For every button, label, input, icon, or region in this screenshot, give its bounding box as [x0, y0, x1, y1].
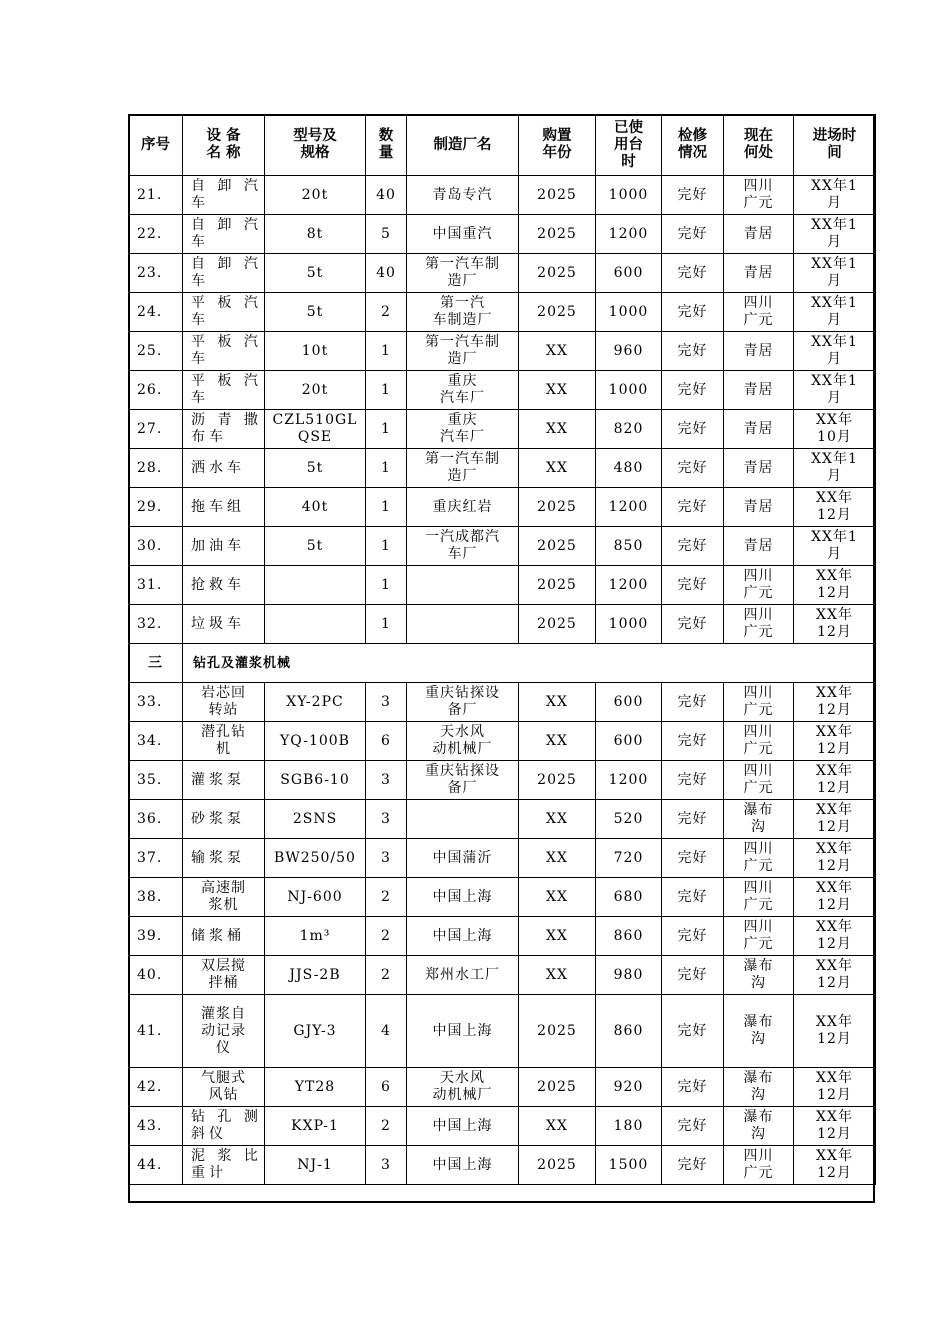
cell-maker: 天水风 动机械厂 — [407, 722, 519, 761]
cell-qty: 2 — [366, 293, 407, 332]
cell-no: 21. — [129, 176, 183, 215]
cell-name: 平 板 汽 车 — [183, 371, 265, 410]
cell-location: 青居 — [724, 332, 794, 371]
table-row — [129, 410, 876, 449]
cell-condition: 完好 — [662, 722, 724, 761]
header-name: 设 备 名 称 — [183, 115, 265, 176]
cell-location: 四川 广元 — [724, 839, 794, 878]
table-row — [129, 917, 876, 956]
cell-name: 自 卸 汽 车 — [183, 254, 265, 293]
table-row — [129, 1068, 876, 1107]
cell-maker: 重庆钻探设 备厂 — [407, 761, 519, 800]
cell-qty: 2 — [366, 878, 407, 917]
cell-name: 钻 孔 测 斜仪 — [183, 1107, 265, 1146]
cell-hours: 850 — [596, 527, 662, 566]
cell-qty: 6 — [366, 1068, 407, 1107]
cell-name: 垃圾车 — [183, 605, 265, 644]
cell-maker: 一汽成都汽 车厂 — [407, 527, 519, 566]
cell-hours: 860 — [596, 995, 662, 1068]
cell-no: 29. — [129, 488, 183, 527]
cell-date: XX年 12月 — [794, 1107, 876, 1146]
cell-name: 气腿式 风钻 — [183, 1068, 265, 1107]
cell-maker: 中国上海 — [407, 1146, 519, 1185]
cell-location: 瀑布 沟 — [724, 1068, 794, 1107]
header-maker: 制造厂名 — [407, 115, 519, 176]
cell-year: 2025 — [519, 566, 596, 605]
cell-condition: 完好 — [662, 995, 724, 1068]
cell-condition: 完好 — [662, 176, 724, 215]
cell-hours: 1200 — [596, 488, 662, 527]
cell-year: 2025 — [519, 995, 596, 1068]
cell-year: XX — [519, 683, 596, 722]
cell-name: 泥 浆 比 重计 — [183, 1146, 265, 1185]
cell-qty: 2 — [366, 1107, 407, 1146]
cell-date: XX年1 月 — [794, 215, 876, 254]
cell-name: 岩芯回 转站 — [183, 683, 265, 722]
cell-no: 32. — [129, 605, 183, 644]
cell-date: XX年 12月 — [794, 956, 876, 995]
cell-condition: 完好 — [662, 761, 724, 800]
table-row — [129, 527, 876, 566]
cell-no: 35. — [129, 761, 183, 800]
cell-maker: 中国重汽 — [407, 215, 519, 254]
cell-year: XX — [519, 956, 596, 995]
cell-condition: 完好 — [662, 800, 724, 839]
cell-maker: 中国蒲沂 — [407, 839, 519, 878]
cell-no: 37. — [129, 839, 183, 878]
cell-date: XX年 12月 — [794, 1146, 876, 1185]
cell-maker: 重庆钻探设 备厂 — [407, 683, 519, 722]
cell-date: XX年 10月 — [794, 410, 876, 449]
cell-qty: 3 — [366, 839, 407, 878]
cell-date: XX年 12月 — [794, 839, 876, 878]
cell-qty: 3 — [366, 761, 407, 800]
cell-hours: 600 — [596, 254, 662, 293]
cell-date: XX年1 月 — [794, 371, 876, 410]
cell-date: XX年 12月 — [794, 566, 876, 605]
cell-qty: 4 — [366, 995, 407, 1068]
cell-location: 四川 广元 — [724, 566, 794, 605]
cell-location: 青居 — [724, 371, 794, 410]
cell-model: 40t — [265, 488, 366, 527]
cell-date: XX年1 月 — [794, 332, 876, 371]
cell-maker: 第一汽车制 造厂 — [407, 254, 519, 293]
cell-location: 青居 — [724, 254, 794, 293]
table-row — [129, 176, 876, 215]
cell-hours: 1000 — [596, 605, 662, 644]
cell-date: XX年 12月 — [794, 800, 876, 839]
cell-model: KXP-1 — [265, 1107, 366, 1146]
cell-no: 33. — [129, 683, 183, 722]
section-row-group — [129, 644, 876, 683]
cell-date: XX年 12月 — [794, 917, 876, 956]
cell-maker: 重庆 汽车厂 — [407, 410, 519, 449]
cell-model: CZL510GL QSE — [265, 410, 366, 449]
cell-date: XX年 12月 — [794, 605, 876, 644]
cell-location: 青居 — [724, 449, 794, 488]
cell-location: 四川 广元 — [724, 1146, 794, 1185]
table-row — [129, 800, 876, 839]
cell-date: XX年 12月 — [794, 488, 876, 527]
cell-condition: 完好 — [662, 878, 724, 917]
cell-qty: 3 — [366, 683, 407, 722]
cell-location: 四川 广元 — [724, 722, 794, 761]
cell-year: 2025 — [519, 176, 596, 215]
cell-hours: 1000 — [596, 371, 662, 410]
table-row — [129, 566, 876, 605]
cell-name: 平 板 汽 车 — [183, 332, 265, 371]
cell-name: 自 卸 汽 车 — [183, 176, 265, 215]
cell-maker: 中国上海 — [407, 995, 519, 1068]
table-row — [129, 722, 876, 761]
cell-year: 2025 — [519, 605, 596, 644]
cell-name: 砂浆泵 — [183, 800, 265, 839]
cell-name: 加油车 — [183, 527, 265, 566]
table-row — [129, 449, 876, 488]
table-row — [129, 488, 876, 527]
cell-qty: 3 — [366, 1146, 407, 1185]
cell-name: 抢救车 — [183, 566, 265, 605]
cell-condition: 完好 — [662, 254, 724, 293]
cell-year: XX — [519, 371, 596, 410]
cell-name: 洒水车 — [183, 449, 265, 488]
table-border-right — [873, 114, 875, 1203]
header-hours: 已使 用台 时 — [596, 115, 662, 176]
cell-name: 输浆泵 — [183, 839, 265, 878]
cell-model: NJ-600 — [265, 878, 366, 917]
cell-location: 青居 — [724, 488, 794, 527]
cell-model: 8t — [265, 215, 366, 254]
cell-hours: 520 — [596, 800, 662, 839]
cell-maker — [407, 566, 519, 605]
cell-location: 瀑布 沟 — [724, 956, 794, 995]
cell-name: 潜孔钻 机 — [183, 722, 265, 761]
cell-hours: 480 — [596, 449, 662, 488]
cell-model: BW250/50 — [265, 839, 366, 878]
cell-hours: 920 — [596, 1068, 662, 1107]
cell-date: XX年 12月 — [794, 761, 876, 800]
cell-no: 31. — [129, 566, 183, 605]
cell-name: 双层搅 拌桶 — [183, 956, 265, 995]
cell-location: 瀑布 沟 — [724, 800, 794, 839]
cell-year: 2025 — [519, 1068, 596, 1107]
cell-maker: 重庆红岩 — [407, 488, 519, 527]
cell-location: 四川 广元 — [724, 683, 794, 722]
cell-year: 2025 — [519, 254, 596, 293]
cell-hours: 1200 — [596, 215, 662, 254]
cell-date: XX年 12月 — [794, 683, 876, 722]
cell-year: 2025 — [519, 761, 596, 800]
header-qty: 数 量 — [366, 115, 407, 176]
cell-no: 42. — [129, 1068, 183, 1107]
cell-maker: 第一汽车制 造厂 — [407, 449, 519, 488]
cell-condition: 完好 — [662, 605, 724, 644]
cell-condition: 完好 — [662, 215, 724, 254]
cell-year: XX — [519, 800, 596, 839]
table-row — [129, 761, 876, 800]
cell-name: 高速制 浆机 — [183, 878, 265, 917]
cell-qty: 1 — [366, 605, 407, 644]
cell-qty: 1 — [366, 566, 407, 605]
table-row — [129, 683, 876, 722]
cell-maker: 中国上海 — [407, 878, 519, 917]
cell-qty: 40 — [366, 254, 407, 293]
cell-model: 5t — [265, 449, 366, 488]
cell-maker: 中国上海 — [407, 1107, 519, 1146]
cell-qty: 6 — [366, 722, 407, 761]
cell-condition: 完好 — [662, 527, 724, 566]
cell-model: 20t — [265, 371, 366, 410]
cell-year: XX — [519, 878, 596, 917]
cell-location: 四川 广元 — [724, 293, 794, 332]
cell-qty: 1 — [366, 527, 407, 566]
cell-location: 瀑布 沟 — [724, 995, 794, 1068]
cell-maker: 中国上海 — [407, 917, 519, 956]
cell-condition: 完好 — [662, 488, 724, 527]
cell-date: XX年1 月 — [794, 176, 876, 215]
cell-date: XX年 12月 — [794, 722, 876, 761]
cell-no: 28. — [129, 449, 183, 488]
cell-condition: 完好 — [662, 1107, 724, 1146]
cell-no: 44. — [129, 1146, 183, 1185]
cell-location: 青居 — [724, 527, 794, 566]
table-border-left — [128, 114, 130, 1203]
cell-no: 25. — [129, 332, 183, 371]
table-row — [129, 956, 876, 995]
header-model: 型号及 规格 — [265, 115, 366, 176]
cell-condition: 完好 — [662, 683, 724, 722]
cell-condition: 完好 — [662, 332, 724, 371]
cell-name: 平 板 汽 车 — [183, 293, 265, 332]
cell-no: 24. — [129, 293, 183, 332]
cell-model: 5t — [265, 293, 366, 332]
cell-date: XX年1 月 — [794, 527, 876, 566]
cell-condition: 完好 — [662, 293, 724, 332]
header-row — [129, 115, 876, 176]
cell-qty: 3 — [366, 800, 407, 839]
cell-model: 5t — [265, 527, 366, 566]
cell-condition: 完好 — [662, 449, 724, 488]
cell-qty: 1 — [366, 410, 407, 449]
cell-model: SGB6-10 — [265, 761, 366, 800]
cell-maker — [407, 605, 519, 644]
cell-model: 1m³ — [265, 917, 366, 956]
table-row — [129, 878, 876, 917]
table-border-bottom — [128, 1201, 875, 1203]
cell-model: YT28 — [265, 1068, 366, 1107]
cell-location: 青居 — [724, 215, 794, 254]
cell-year: XX — [519, 1107, 596, 1146]
cell-model: JJS-2B — [265, 956, 366, 995]
cell-date: XX年1 月 — [794, 449, 876, 488]
cell-year: XX — [519, 332, 596, 371]
cell-name: 储浆桶 — [183, 917, 265, 956]
cell-location: 四川 广元 — [724, 605, 794, 644]
cell-date: XX年 12月 — [794, 878, 876, 917]
cell-location: 四川 广元 — [724, 761, 794, 800]
cell-date: XX年 12月 — [794, 1068, 876, 1107]
cell-condition: 完好 — [662, 1068, 724, 1107]
cell-maker: 天水风 动机械厂 — [407, 1068, 519, 1107]
cell-condition: 完好 — [662, 566, 724, 605]
cell-no: 34. — [129, 722, 183, 761]
cell-qty: 40 — [366, 176, 407, 215]
cell-name: 拖车组 — [183, 488, 265, 527]
cell-model: 20t — [265, 176, 366, 215]
cell-date: XX年1 月 — [794, 254, 876, 293]
cell-hours: 1000 — [596, 293, 662, 332]
cell-condition: 完好 — [662, 956, 724, 995]
cell-qty: 2 — [366, 956, 407, 995]
cell-no: 40. — [129, 956, 183, 995]
cell-hours: 680 — [596, 878, 662, 917]
cell-hours: 600 — [596, 722, 662, 761]
cell-year: XX — [519, 722, 596, 761]
cell-model: 5t — [265, 254, 366, 293]
equipment-table — [128, 114, 876, 1185]
section-title: 钻孔及灌浆机械 — [183, 644, 876, 683]
cell-model: GJY-3 — [265, 995, 366, 1068]
cell-model: NJ-1 — [265, 1146, 366, 1185]
cell-location: 瀑布 沟 — [724, 1107, 794, 1146]
cell-model: 2SNS — [265, 800, 366, 839]
cell-hours: 1200 — [596, 761, 662, 800]
cell-qty: 1 — [366, 449, 407, 488]
table-row — [129, 215, 876, 254]
cell-no: 22. — [129, 215, 183, 254]
cell-date: XX年 12月 — [794, 995, 876, 1068]
header-date: 进场时 间 — [794, 115, 876, 176]
cell-year: XX — [519, 839, 596, 878]
table-row — [129, 371, 876, 410]
cell-hours: 180 — [596, 1107, 662, 1146]
table-body-drilling — [129, 683, 876, 1185]
cell-year: XX — [519, 917, 596, 956]
cell-hours: 600 — [596, 683, 662, 722]
cell-hours: 820 — [596, 410, 662, 449]
cell-qty: 1 — [366, 371, 407, 410]
cell-model — [265, 566, 366, 605]
cell-hours: 980 — [596, 956, 662, 995]
cell-year: 2025 — [519, 1146, 596, 1185]
cell-no: 41. — [129, 995, 183, 1068]
section-number: 三 — [129, 644, 183, 683]
table-row — [129, 1146, 876, 1185]
cell-no: 39. — [129, 917, 183, 956]
cell-qty: 1 — [366, 332, 407, 371]
cell-year: XX — [519, 449, 596, 488]
header-location: 现在 何处 — [724, 115, 794, 176]
cell-hours: 960 — [596, 332, 662, 371]
cell-maker: 第一汽车制 造厂 — [407, 332, 519, 371]
cell-condition: 完好 — [662, 1146, 724, 1185]
cell-maker — [407, 800, 519, 839]
cell-condition: 完好 — [662, 839, 724, 878]
table-row — [129, 254, 876, 293]
table-row — [129, 605, 876, 644]
cell-model: XY-2PC — [265, 683, 366, 722]
cell-qty: 5 — [366, 215, 407, 254]
cell-maker: 第一汽 车制造厂 — [407, 293, 519, 332]
cell-location: 四川 广元 — [724, 917, 794, 956]
cell-hours: 720 — [596, 839, 662, 878]
cell-no: 26. — [129, 371, 183, 410]
cell-name: 自 卸 汽 车 — [183, 215, 265, 254]
cell-name: 灌浆自 动记录 仪 — [183, 995, 265, 1068]
cell-year: 2025 — [519, 488, 596, 527]
cell-location: 四川 广元 — [724, 176, 794, 215]
cell-maker: 重庆 汽车厂 — [407, 371, 519, 410]
cell-qty: 1 — [366, 488, 407, 527]
cell-location: 四川 广元 — [724, 878, 794, 917]
cell-condition: 完好 — [662, 410, 724, 449]
cell-date: XX年1 月 — [794, 293, 876, 332]
cell-hours: 1500 — [596, 1146, 662, 1185]
cell-no: 43. — [129, 1107, 183, 1146]
cell-qty: 2 — [366, 917, 407, 956]
table-body-vehicles — [129, 176, 876, 644]
table-border-top — [128, 114, 875, 116]
cell-maker: 郑州水工厂 — [407, 956, 519, 995]
cell-name: 沥 青 撒 布车 — [183, 410, 265, 449]
table-row — [129, 995, 876, 1068]
cell-year: 2025 — [519, 293, 596, 332]
section-row — [129, 644, 876, 683]
header-condition: 检修 情况 — [662, 115, 724, 176]
cell-year: XX — [519, 410, 596, 449]
cell-no: 38. — [129, 878, 183, 917]
cell-condition: 完好 — [662, 917, 724, 956]
cell-no: 23. — [129, 254, 183, 293]
cell-year: 2025 — [519, 215, 596, 254]
cell-hours: 1000 — [596, 176, 662, 215]
cell-no: 36. — [129, 800, 183, 839]
cell-year: 2025 — [519, 527, 596, 566]
table-row — [129, 839, 876, 878]
cell-no: 27. — [129, 410, 183, 449]
cell-hours: 860 — [596, 917, 662, 956]
header-no: 序号 — [129, 115, 183, 176]
cell-maker: 青岛专汽 — [407, 176, 519, 215]
header-year: 购置 年份 — [519, 115, 596, 176]
cell-model: 10t — [265, 332, 366, 371]
cell-model: YQ-100B — [265, 722, 366, 761]
cell-name: 灌浆泵 — [183, 761, 265, 800]
cell-no: 30. — [129, 527, 183, 566]
cell-location: 青居 — [724, 410, 794, 449]
table-row — [129, 1107, 876, 1146]
cell-hours: 1200 — [596, 566, 662, 605]
cell-model — [265, 605, 366, 644]
table-row — [129, 332, 876, 371]
table-row — [129, 293, 876, 332]
cell-condition: 完好 — [662, 371, 724, 410]
